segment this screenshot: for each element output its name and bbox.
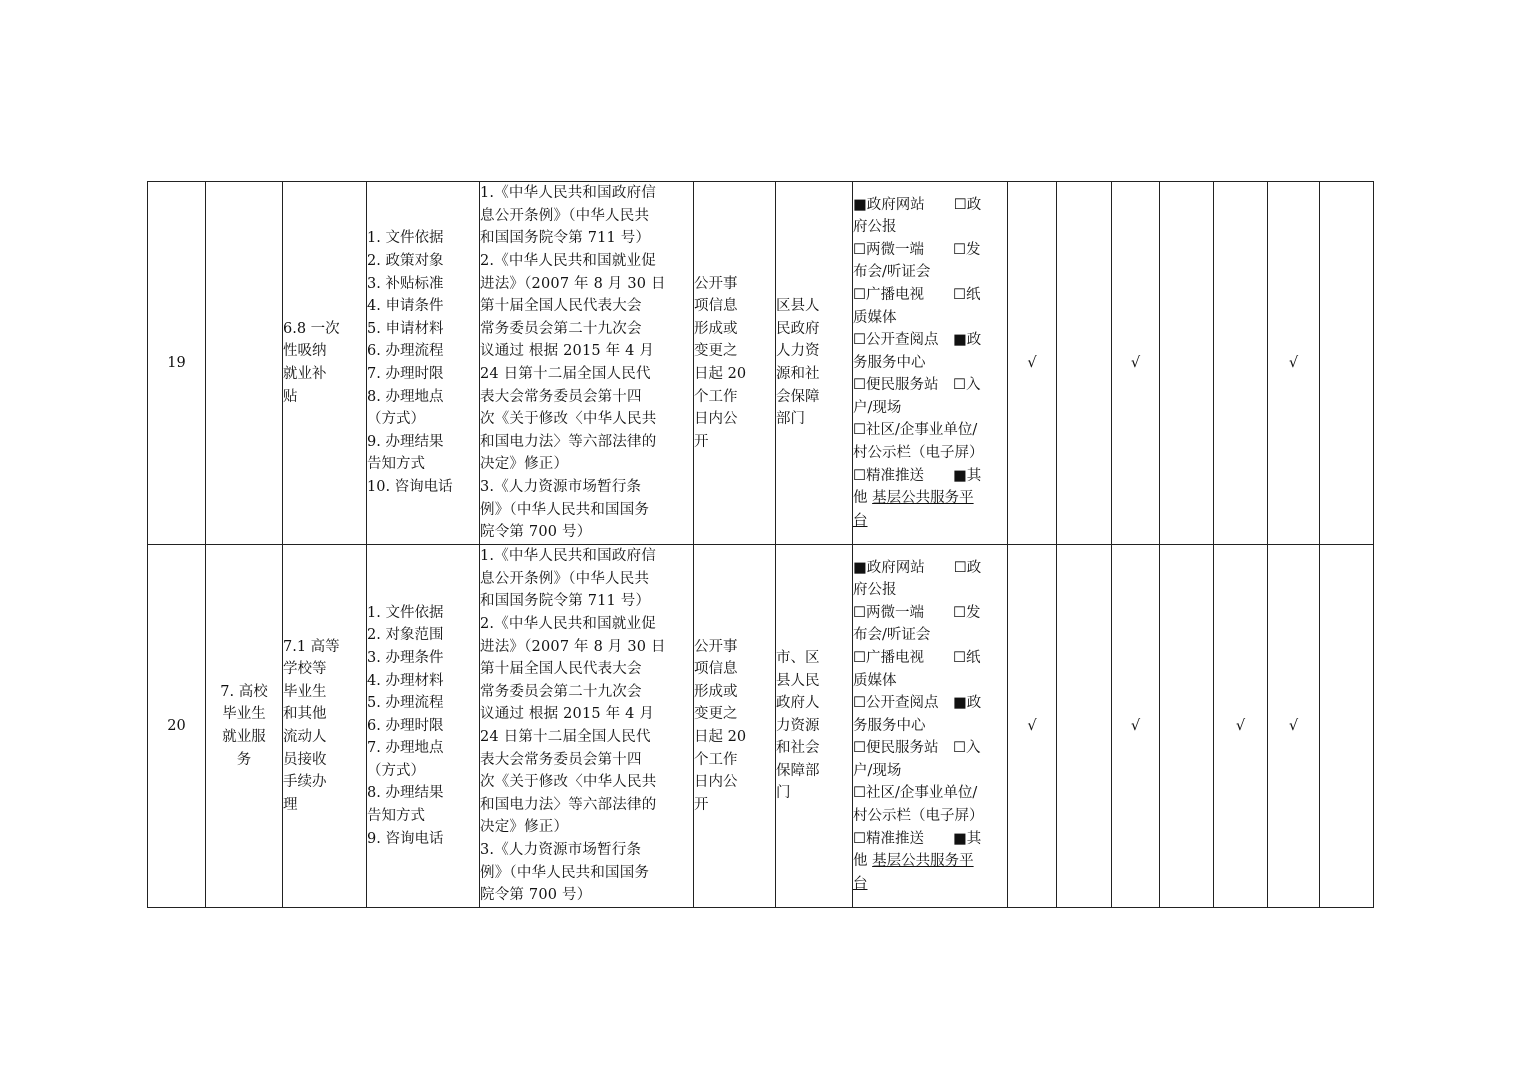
legal-basis-line: 和国电力法〉等六部法律的 bbox=[480, 433, 657, 450]
channel-line: 质媒体 bbox=[853, 309, 897, 326]
time-limit-line: 项信息 bbox=[694, 661, 738, 678]
content-line: 6. 办理时限 bbox=[367, 717, 444, 734]
row-number-cell bbox=[148, 182, 206, 545]
time-limit-line: 日起 20 bbox=[694, 366, 747, 382]
time-limit-cell bbox=[694, 545, 776, 908]
channel-line: ☐精准推送 ■其 bbox=[853, 830, 982, 847]
subject-line: 市、区 bbox=[776, 649, 820, 666]
check-mark-cell bbox=[1320, 182, 1374, 545]
subject-line: 源和社 bbox=[776, 366, 820, 382]
check-mark-cell bbox=[1160, 545, 1214, 908]
time-limit-line: 开 bbox=[694, 796, 709, 813]
item-name-line: 理 bbox=[283, 796, 298, 813]
channel-line: 务服务中心 bbox=[853, 717, 926, 734]
legal-basis-line: 息公开条例》（中华人民共 bbox=[480, 207, 650, 224]
channel-line: 布会/听证会 bbox=[853, 264, 931, 281]
legal-basis-line: 例》（中华人民共和国国务 bbox=[480, 864, 650, 881]
legal-basis-line: 常务委员会第二十九次会 bbox=[480, 320, 642, 337]
disclosure-subject-cell bbox=[776, 182, 853, 545]
content-line: （方式） bbox=[367, 762, 425, 779]
channel-line: ☐便民服务站 ☐入 bbox=[853, 377, 981, 394]
subject-line: 门 bbox=[776, 785, 791, 802]
legal-basis-line: 进法》（2007 年 8 月 30 日 bbox=[480, 638, 666, 655]
channel-other-value: 台 bbox=[853, 512, 868, 529]
category-line: 7. 高校 bbox=[220, 683, 268, 700]
content-line: 1. 文件依据 bbox=[367, 230, 444, 247]
item-name-line: 和其他 bbox=[283, 706, 327, 723]
subject-line: 县人民 bbox=[776, 672, 820, 689]
content-line: 6. 办理流程 bbox=[367, 343, 444, 360]
legal-basis-line: 院令第 700 号） bbox=[480, 887, 592, 904]
channel-line: 务服务中心 bbox=[853, 354, 926, 371]
item-name-line: 性吸纳 bbox=[283, 343, 327, 360]
channel-line: ☐社区/企事业单位/ bbox=[853, 422, 978, 439]
legal-basis-line: 院令第 700 号） bbox=[480, 524, 592, 541]
check-mark-cell bbox=[1214, 545, 1268, 908]
check-mark-cell bbox=[1112, 182, 1160, 545]
channel-other-value: 台 bbox=[853, 875, 868, 892]
legal-basis-line: 常务委员会第二十九次会 bbox=[480, 683, 642, 700]
check-mark-cell bbox=[1112, 545, 1160, 908]
channel-line: 布会/听证会 bbox=[853, 627, 931, 644]
item-name-cell bbox=[283, 182, 367, 545]
check-mark: √ bbox=[1288, 717, 1299, 734]
content-line: 2. 对象范围 bbox=[367, 627, 444, 644]
legal-basis-line: 24 日第十二届全国人民代 bbox=[480, 366, 651, 382]
channel-line: ☐便民服务站 ☐入 bbox=[853, 740, 981, 757]
channel-other-prefix: 他 bbox=[853, 490, 873, 507]
content-line: 5. 办理流程 bbox=[367, 695, 444, 712]
time-limit-line: 个工作 bbox=[694, 751, 738, 768]
time-limit-line: 个工作 bbox=[694, 388, 738, 405]
check-mark-cell bbox=[1160, 182, 1214, 545]
channel-line: 户/现场 bbox=[853, 399, 902, 416]
channel-line: 村公示栏（电子屏） bbox=[853, 445, 984, 462]
legal-basis-line: 3.《人力资源市场暂行条 bbox=[480, 841, 642, 858]
channel-other-line bbox=[853, 487, 1007, 510]
content-line: 7. 办理地点 bbox=[367, 740, 444, 757]
subject-line: 民政府 bbox=[776, 320, 820, 337]
category-cell bbox=[206, 545, 283, 908]
time-limit-line: 公开事 bbox=[694, 638, 738, 655]
time-limit-line: 日起 20 bbox=[694, 729, 747, 745]
content-line: 告知方式 bbox=[367, 456, 425, 473]
channel-line: ☐两微一端 ☐发 bbox=[853, 604, 981, 621]
legal-basis-line: 和国国务院令第 711 号） bbox=[480, 593, 651, 610]
channel-line: ■政府网站 ☐政 bbox=[853, 196, 982, 213]
row-number: 20 bbox=[167, 717, 186, 734]
legal-basis-line: 次《关于修改〈中华人民共 bbox=[480, 411, 657, 428]
category-line: 就业服 bbox=[222, 729, 266, 745]
check-mark-cell bbox=[1057, 182, 1112, 545]
legal-basis-line: 例》（中华人民共和国国务 bbox=[480, 501, 650, 518]
subject-line: 部门 bbox=[776, 411, 805, 428]
channel-line: ☐社区/企事业单位/ bbox=[853, 785, 978, 802]
channel-line: ■政府网站 ☐政 bbox=[853, 559, 982, 576]
time-limit-line: 日内公 bbox=[694, 774, 738, 791]
check-mark: √ bbox=[1130, 354, 1141, 371]
legal-basis-cell bbox=[480, 545, 694, 908]
check-mark: √ bbox=[1130, 717, 1141, 734]
channel-other-line bbox=[853, 510, 1007, 533]
content-line: 2. 政策对象 bbox=[367, 253, 444, 270]
item-name-line: 就业补 bbox=[283, 366, 327, 382]
channel-other-prefix: 他 bbox=[853, 853, 873, 870]
channel-line: ☐广播电视 ☐纸 bbox=[853, 286, 981, 303]
channel-line: 府公报 bbox=[853, 219, 897, 236]
legal-basis-line: 决定》修正） bbox=[480, 456, 569, 473]
channel-line: 户/现场 bbox=[853, 762, 902, 779]
category-line: 毕业生 bbox=[222, 706, 266, 723]
legal-basis-line: 3.《人力资源市场暂行条 bbox=[480, 478, 642, 495]
subject-line: 会保障 bbox=[776, 388, 820, 405]
check-mark: √ bbox=[1027, 354, 1037, 371]
content-line: 4. 办理材料 bbox=[367, 672, 444, 689]
subject-line: 保障部 bbox=[776, 762, 820, 779]
channel-other-value: 基层公共服务平 bbox=[872, 490, 974, 507]
item-name-line: 7.1 高等 bbox=[283, 638, 340, 655]
disclosure-channel-cell bbox=[853, 182, 1008, 545]
legal-basis-line: 议通过 根据 2015 年 4 月 bbox=[480, 343, 655, 360]
legal-basis-line: 表大会常务委员会第十四 bbox=[480, 751, 642, 768]
category-line: 务 bbox=[236, 751, 252, 768]
content-line: 8. 办理地点 bbox=[367, 388, 444, 405]
content-line: 8. 办理结果 bbox=[367, 785, 444, 802]
subject-line: 政府人 bbox=[776, 695, 820, 712]
content-line: 9. 咨询电话 bbox=[367, 830, 444, 847]
legal-basis-line: 第十届全国人民代表大会 bbox=[480, 298, 642, 315]
legal-basis-line: 1.《中华人民共和国政府信 bbox=[480, 548, 656, 565]
table-row bbox=[148, 182, 1374, 545]
legal-basis-line: 表大会常务委员会第十四 bbox=[480, 388, 642, 405]
channel-line: ☐公开查阅点 ■政 bbox=[853, 332, 982, 349]
check-mark-cell bbox=[1214, 182, 1268, 545]
time-limit-line: 开 bbox=[694, 433, 709, 450]
check-mark: √ bbox=[1288, 354, 1299, 371]
legal-basis-line: 息公开条例》（中华人民共 bbox=[480, 570, 650, 587]
channel-other-value: 基层公共服务平 bbox=[872, 853, 974, 870]
channel-other-line bbox=[853, 850, 1007, 873]
channel-line: ☐两微一端 ☐发 bbox=[853, 241, 981, 258]
content-line: 7. 办理时限 bbox=[367, 366, 444, 382]
time-limit-line: 项信息 bbox=[694, 298, 738, 315]
content-line: （方式） bbox=[367, 411, 425, 428]
item-name-line: 6.8 一次 bbox=[283, 320, 340, 337]
channel-line: ☐公开查阅点 ■政 bbox=[853, 695, 982, 712]
legal-basis-line: 24 日第十二届全国人民代 bbox=[480, 729, 651, 745]
legal-basis-line: 和国国务院令第 711 号） bbox=[480, 230, 651, 247]
category-cell bbox=[206, 182, 283, 545]
channel-line: ☐广播电视 ☐纸 bbox=[853, 649, 981, 666]
item-name-line: 流动人 bbox=[283, 729, 327, 745]
check-mark-cell bbox=[1268, 182, 1320, 545]
item-name-cell bbox=[283, 545, 367, 908]
time-limit-line: 形成或 bbox=[694, 320, 738, 337]
legal-basis-line: 第十届全国人民代表大会 bbox=[480, 661, 642, 678]
check-mark: √ bbox=[1235, 717, 1246, 734]
item-name-line: 手续办 bbox=[283, 774, 327, 791]
legal-basis-line: 和国电力法〉等六部法律的 bbox=[480, 796, 657, 813]
channel-line: 府公报 bbox=[853, 582, 897, 599]
check-mark-cell bbox=[1320, 545, 1374, 908]
channel-line: 质媒体 bbox=[853, 672, 897, 689]
time-limit-line: 形成或 bbox=[694, 683, 738, 700]
content-line: 3. 办理条件 bbox=[367, 649, 444, 666]
disclosure-subject-cell bbox=[776, 545, 853, 908]
check-mark-cell bbox=[1008, 182, 1057, 545]
check-mark-cell bbox=[1268, 545, 1320, 908]
row-number: 19 bbox=[167, 354, 186, 371]
content-line: 9. 办理结果 bbox=[367, 433, 444, 450]
content-line: 告知方式 bbox=[367, 808, 425, 825]
disclosure-channel-cell bbox=[853, 545, 1008, 908]
time-limit-line: 日内公 bbox=[694, 411, 738, 428]
check-mark: √ bbox=[1027, 717, 1037, 734]
disclosure-table bbox=[147, 181, 1374, 908]
item-name-line: 毕业生 bbox=[283, 683, 327, 700]
row-number-cell bbox=[148, 545, 206, 908]
legal-basis-line: 2.《中华人民共和国就业促 bbox=[480, 616, 656, 633]
legal-basis-line: 1.《中华人民共和国政府信 bbox=[480, 185, 656, 202]
legal-basis-line: 次《关于修改〈中华人民共 bbox=[480, 774, 657, 791]
channel-line: 村公示栏（电子屏） bbox=[853, 808, 984, 825]
legal-basis-line: 2.《中华人民共和国就业促 bbox=[480, 253, 656, 270]
subject-line: 区县人 bbox=[776, 298, 820, 315]
table-row bbox=[148, 545, 1374, 908]
content-line: 4. 申请条件 bbox=[367, 298, 444, 315]
time-limit-line: 变更之 bbox=[694, 706, 738, 723]
subject-line: 和社会 bbox=[776, 740, 820, 757]
legal-basis-line: 决定》修正） bbox=[480, 819, 569, 836]
check-mark-cell bbox=[1057, 545, 1112, 908]
content-line: 1. 文件依据 bbox=[367, 604, 444, 621]
disclosure-content-cell bbox=[367, 545, 480, 908]
content-line: 3. 补贴标准 bbox=[367, 275, 444, 292]
time-limit-line: 变更之 bbox=[694, 343, 738, 360]
legal-basis-line: 进法》（2007 年 8 月 30 日 bbox=[480, 275, 666, 292]
subject-line: 人力资 bbox=[776, 343, 820, 360]
legal-basis-line: 议通过 根据 2015 年 4 月 bbox=[480, 706, 655, 723]
item-name-line: 贴 bbox=[283, 388, 298, 405]
subject-line: 力资源 bbox=[776, 717, 820, 734]
content-line: 10. 咨询电话 bbox=[367, 478, 453, 495]
content-line: 5. 申请材料 bbox=[367, 320, 444, 337]
check-mark-cell bbox=[1008, 545, 1057, 908]
time-limit-line: 公开事 bbox=[694, 275, 738, 292]
channel-line: ☐精准推送 ■其 bbox=[853, 467, 982, 484]
legal-basis-cell bbox=[480, 182, 694, 545]
channel-other-line bbox=[853, 873, 1007, 896]
item-name-line: 员接收 bbox=[283, 751, 327, 768]
item-name-line: 学校等 bbox=[283, 661, 327, 678]
disclosure-content-cell bbox=[367, 182, 480, 545]
time-limit-cell bbox=[694, 182, 776, 545]
